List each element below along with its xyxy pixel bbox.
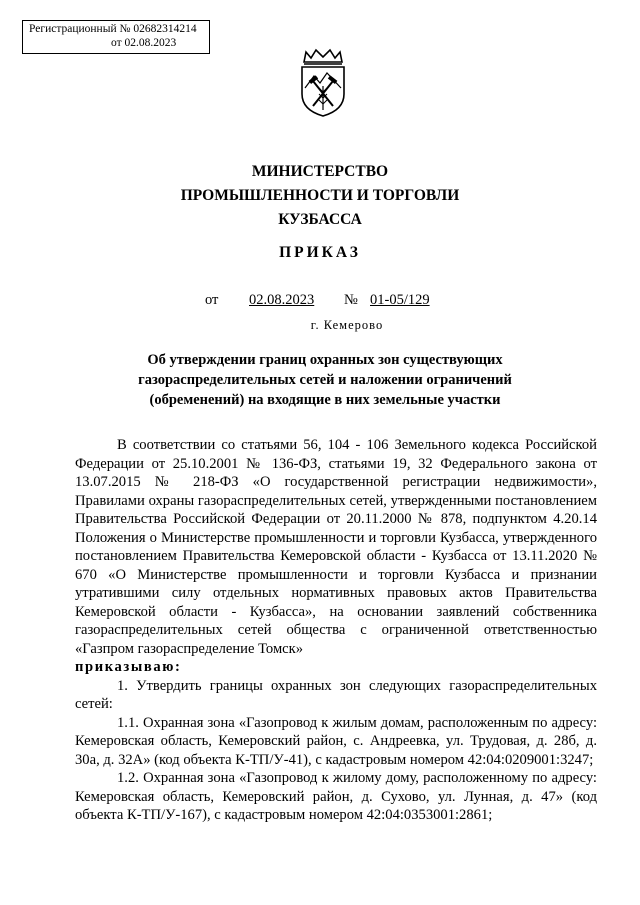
preamble-paragraph: В соответствии со статьями 56, 104 - 106 Земельного кодекса Российской Федерации от 25.10.2001 № 136-ФЗ, статьями 19, 32 Федерального закона от 13.07.2015 № 218-ФЗ «О государственной регистрации недвижимости», Правилами охраны газораспределительных сетей, утвержденными постановлением Правительства Российской Федерации от 20.11.2000 № 878, подпунктом 4.20.14 Положения о Министерстве промышленности и торговли Кузбасса, утвержденного постановлением Правительства Кемеровской области - Кузбасса от 13.11.2020 № 670 «О Министерстве промышленности и торговли Кузбасса и признании утратившими силу отдельных нормативных правовых актов Правительства Кемеровской области - Кузбасса», на основании заявлений собственника газораспределительных сетей общества с ограниченной ответственностью «Газпром газораспределение Томск» [75, 437, 597, 657]
date-label: от [205, 292, 219, 308]
city: г. Кемерово [310, 318, 384, 332]
clause-1: 1. Утвердить границы охранных зон следующих газораспределительных сетей: [75, 677, 597, 712]
clause-1-1: 1.1. Охранная зона «Газопровод к жилым домам, расположенным по адресу: Кемеровская область, Кемеровский район, с. Андреевка, ул. Трудовая, д. 28б, д. 30а, д. 32А» (код объекта К-ТП/У-41), с кадастровым номером 42:04:0209001:3247; [75, 714, 597, 768]
command-word: приказываю: [75, 659, 182, 675]
registration-date: от 02.08.2023 [111, 37, 177, 49]
registration-number: Регистрационный № 02682314214 [29, 23, 197, 35]
order-number: 01-05/129 [370, 292, 430, 308]
ministry-line-2: ПРОМЫШЛЕННОСТИ И ТОРГОВЛИ [180, 187, 460, 204]
document-type-title: ПРИКАЗ [279, 244, 361, 261]
number-label: № [344, 292, 358, 308]
order-body [75, 436, 597, 825]
order-subject: Об утверждении границ охранных зон существующих газораспределительных сетей и наложении ограничений (обременений) на входящие в них земельные участки [138, 352, 512, 408]
order-date: 02.08.2023 [249, 292, 315, 308]
coat-of-arms-icon [296, 48, 350, 118]
clause-1-2: 1.2. Охранная зона «Газопровод к жилому дому, расположенному по адресу: Кемеровская область, Кемеровский район, д. Сухово, ул. Лунная, д. 47» (код объекта К-ТП/У-167), с кадастровым номером 42:04:0353001:2861; [75, 770, 597, 823]
ministry-line-3: КУЗБАССА [278, 211, 362, 228]
ministry-line-1: МИНИСТЕРСТВО [251, 163, 389, 180]
registration-stamp [22, 20, 210, 54]
